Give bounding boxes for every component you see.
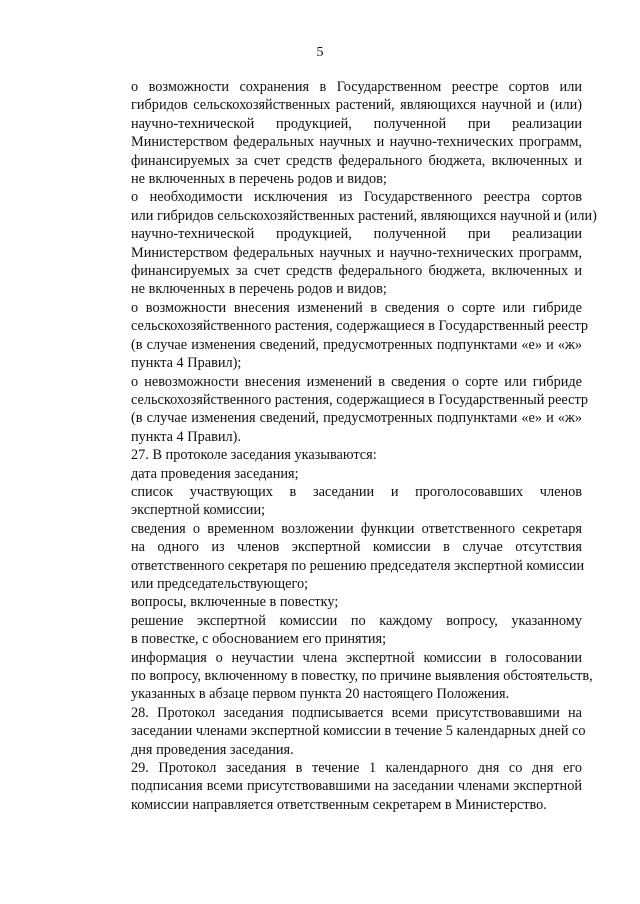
paragraph (94, 465, 582, 483)
paragraph (94, 78, 582, 188)
text-line: не включенных в перечень родов и видов; (131, 171, 387, 188)
text-line: комиссии направляется ответственным секретарем в Министерство. (131, 796, 547, 813)
text-line: информация о неучастии члена экспертной комиссии в голосовании (131, 649, 582, 666)
text-line: гибридов сельскохозяйственных растений, являющихся научной и (или) (131, 97, 582, 114)
text-line: список участвующих в заседании и проголосовавших членов (131, 483, 582, 500)
paragraph (94, 188, 597, 298)
text-line: Министерством федеральных научных и научно-технических программ, (131, 134, 582, 151)
text-line: научно-технической продукцией, полученной при реализации (131, 226, 582, 243)
text-line: Министерством федеральных научных и научно-технических программ, (131, 244, 582, 261)
text-line: финансируемых за счет средств федерального бюджета, включенных и (131, 263, 582, 280)
text-line: не включенных в перечень родов и видов; (131, 281, 387, 298)
paragraph (94, 649, 593, 704)
text-line: экспертной комиссии; (131, 502, 266, 519)
text-line: пункта 4 Правил); (131, 355, 242, 372)
page-number: 5 (316, 45, 324, 60)
text-line: сведения о временном возложении функции ответственного секретаря (131, 520, 582, 537)
text-line: финансируемых за счет средств федерального бюджета, включенных и (131, 152, 582, 169)
text-line: о невозможности внесения изменений в сведения о сорте или гибриде (131, 373, 582, 390)
text-line: о необходимости исключения из Государственного реестра сортов (131, 189, 582, 206)
text-line: сельскохозяйственного растения, содержащиеся в Государственный реестр (131, 318, 589, 335)
text-line: 29. Протокол заседания в течение 1 календарного дня со дня его (131, 760, 582, 777)
paragraph (94, 446, 582, 464)
text-line: по вопросу, включенному в повестку, по причине выявления обстоятельств, (131, 668, 593, 684)
text-line: пункта 4 Правил). (131, 428, 241, 445)
text-line: 27. В протоколе заседания указываются: (131, 447, 377, 464)
text-line: ответственного секретаря по решению председателя экспертной комиссии (131, 557, 585, 574)
paragraph (94, 593, 582, 611)
text-line: дня проведения заседания. (131, 741, 294, 758)
text-line: на одного из членов экспертной комиссии в случае отсутствия (131, 539, 582, 556)
text-line: подписания всеми присутствовавшими на заседании членами экспертной (131, 778, 582, 795)
text-line: сельскохозяйственного растения, содержащиеся в Государственный реестр (131, 391, 589, 408)
text-line: заседании членами экспертной комиссии в течение 5 календарных дней со (131, 723, 586, 740)
text-line: или председательствующего; (131, 575, 309, 592)
text-line: научно-технической продукцией, полученной при реализации (131, 115, 582, 132)
paragraph (94, 520, 585, 594)
document-body (94, 78, 597, 814)
paragraph (94, 704, 586, 759)
paragraph (94, 373, 589, 447)
text-line: (в случае изменения сведений, предусмотренных подпунктами «е» и «ж» (131, 410, 582, 427)
text-line: решение экспертной комиссии по каждому вопросу, указанному (131, 612, 582, 629)
paragraph (94, 612, 582, 649)
text-line: о возможности внесения изменений в сведения о сорте или гибриде (131, 299, 582, 316)
text-line: о возможности сохранения в Государственном реестре сортов или (131, 79, 582, 95)
text-line: в повестке, с обоснованием его принятия; (131, 631, 387, 648)
text-line: вопросы, включенные в повестку; (131, 594, 339, 611)
paragraph (94, 299, 589, 373)
text-line: или гибридов сельскохозяйственных растений, являющихся научной и (или) (131, 207, 597, 224)
text-line: 28. Протокол заседания подписывается всеми присутствовавшими на (131, 704, 582, 721)
paragraph (94, 759, 582, 814)
paragraph (94, 483, 582, 520)
text-line: (в случае изменения сведений, предусмотренных подпунктами «е» и «ж» (131, 336, 582, 353)
text-line: дата проведения заседания; (131, 465, 299, 482)
text-line: указанных в абзаце первом пункта 20 настоящего Положения. (131, 686, 510, 703)
